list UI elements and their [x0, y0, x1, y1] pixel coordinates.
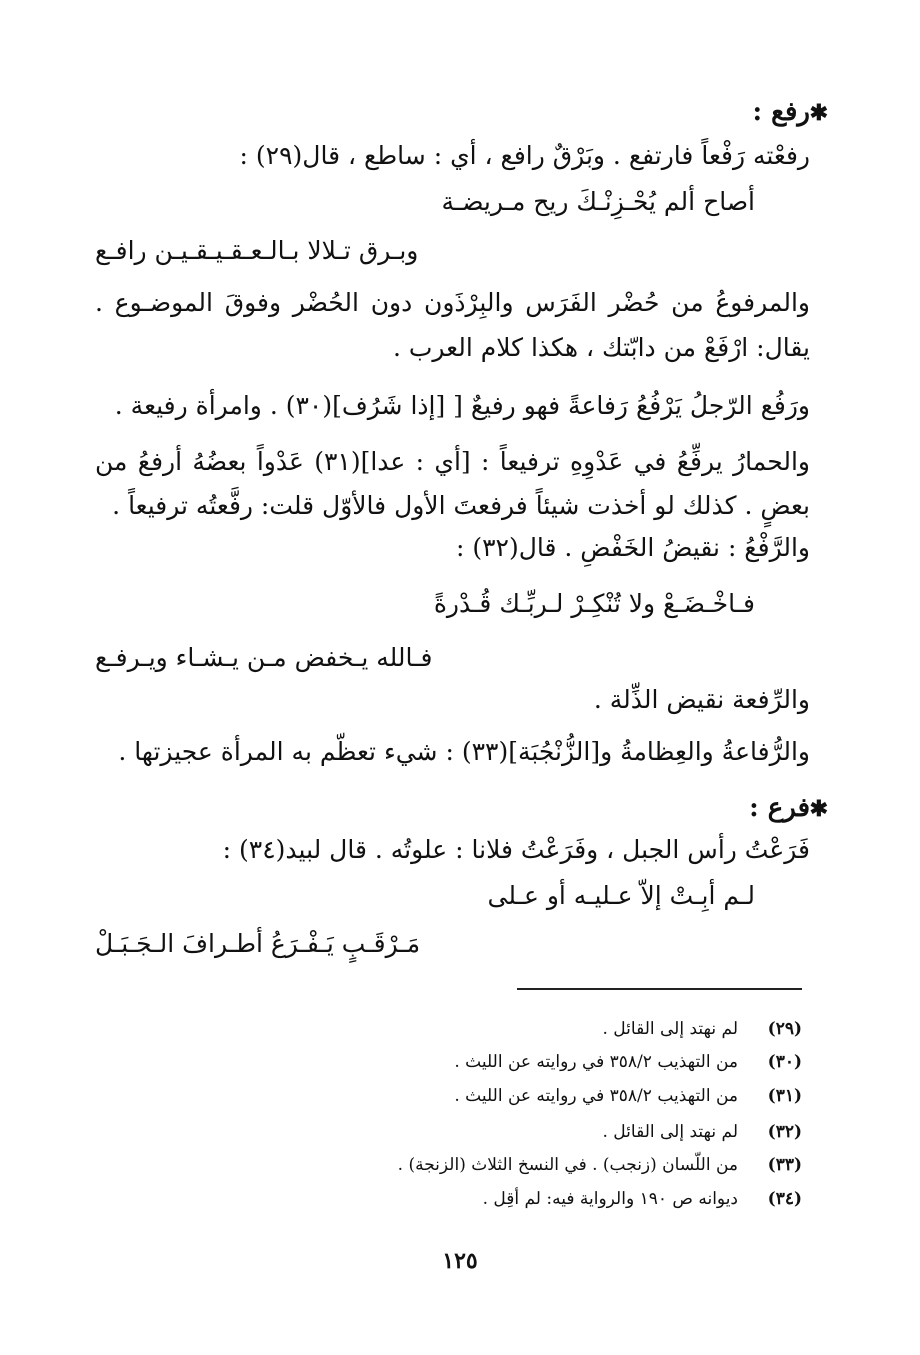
- footnote-number: (٣٢): [767, 1122, 802, 1142]
- verse-hemistich-first: فـاخْـضَـعْ ولا تُنْكِـرْ لـربِّـك قُـدْرةً: [433, 589, 755, 618]
- entry-marker-icon: ✱: [809, 100, 828, 126]
- footnote: [483, 1186, 802, 1212]
- entry-heading-rafa: رفع :: [752, 97, 810, 127]
- footnote-number: (٣٠): [767, 1052, 802, 1072]
- entry-marker-icon: ✱: [809, 796, 828, 822]
- footnote-divider: [517, 988, 802, 990]
- footnote: [603, 1016, 803, 1042]
- footnote: [398, 1152, 802, 1178]
- footnote: [603, 1119, 803, 1145]
- footnote-text: لم نهتد إلى القائل .: [602, 1122, 738, 1142]
- footnote-number: (٣١): [767, 1086, 802, 1106]
- footnote: [454, 1083, 802, 1109]
- footnote: [454, 1049, 802, 1075]
- verse-hemistich-first: لـم أبِـتْ إلاّ عـليـه أو عـلى: [487, 881, 755, 910]
- text-line: بعضٍ . كذلك لو أخذت شيئاً فرفعتَ الأول فالأوّل قلت: رفَّعتُه ترفيعاً .: [112, 491, 810, 520]
- entry-heading-fara: فرع :: [749, 793, 810, 823]
- text-line: والرُّفاعةُ والعِظامةُ و[الزُّنْجُبَة](٣٣) : شيء تعظّم به المرأة عجيزتها .: [118, 737, 810, 766]
- verse-hemistich-second: مَـرْقَـبٍ يَـفْـرَعُ أطـرافَ الـجَـبَـلْ: [95, 929, 421, 958]
- footnote-text: من اللّسان (زنجب) . في النسخ الثلاث (الزنجة) .: [397, 1155, 738, 1175]
- footnote-text: من التهذيب ٣٥٨/٢ في روايته عن الليث .: [454, 1052, 738, 1072]
- text-line: يقال: ارْفَعْ من دابّتك ، هكذا كلام العرب .: [392, 333, 810, 362]
- footnote-text: لم نهتد إلى القائل .: [602, 1019, 738, 1039]
- footnote-number: (٣٤): [767, 1189, 802, 1209]
- footnote-number: (٣٣): [767, 1155, 802, 1175]
- text-line: رفعْته رَفْعاً فارتفع . وبَرْقٌ رافع ، أي : ساطع ، قال(٢٩) :: [239, 141, 810, 170]
- verse-hemistich-second: فـالله يـخفض مـن يـشـاء ويـرفـع: [95, 643, 433, 672]
- footnote-text: من التهذيب ٣٥٨/٢ في روايته عن الليث .: [454, 1086, 738, 1106]
- text-line: فَرَعْتُ رأس الجبل ، وفَرَعْتُ فلانا : علوتُه . قال لبيد(٣٤) :: [222, 835, 810, 864]
- footnote-text: ديوانه ص ١٩٠ والرواية فيه: لم أقِل .: [482, 1189, 738, 1209]
- text-line: والحمارُ يرفِّعُ في عَدْوِهِ ترفيعاً : [أي : عدا](٣١) عَدْواً بعضُهُ أرفعُ من: [95, 447, 810, 476]
- text-line: والمرفوعُ من حُضْر الفَرَس والبِرْذَون دون الحُضْر وفوقَ الموضـوع .: [95, 288, 810, 317]
- text-line: ورَفُع الرّجلُ يَرْفُعُ رَفاعةً فهو رفيعٌ [ [إذا شَرُف](٣٠) . وامرأة رفيعة .: [114, 391, 810, 420]
- footnote-number: (٢٩): [767, 1019, 802, 1039]
- verse-hemistich-second: وبـرق تـلالا بـالـعـقـيـقـيـن رافـع: [95, 236, 419, 265]
- text-line: والرِّفعة نقيض الذِّلة .: [593, 685, 810, 714]
- verse-hemistich-first: أصاح ألم يُحْـزِنْـكَ ريح مـريضـة: [441, 187, 755, 216]
- text-line: والرَّفْعُ : نقيضُ الخَفْضِ . قال(٣٢) :: [455, 533, 810, 562]
- page-number: ١٢٥: [442, 1248, 478, 1274]
